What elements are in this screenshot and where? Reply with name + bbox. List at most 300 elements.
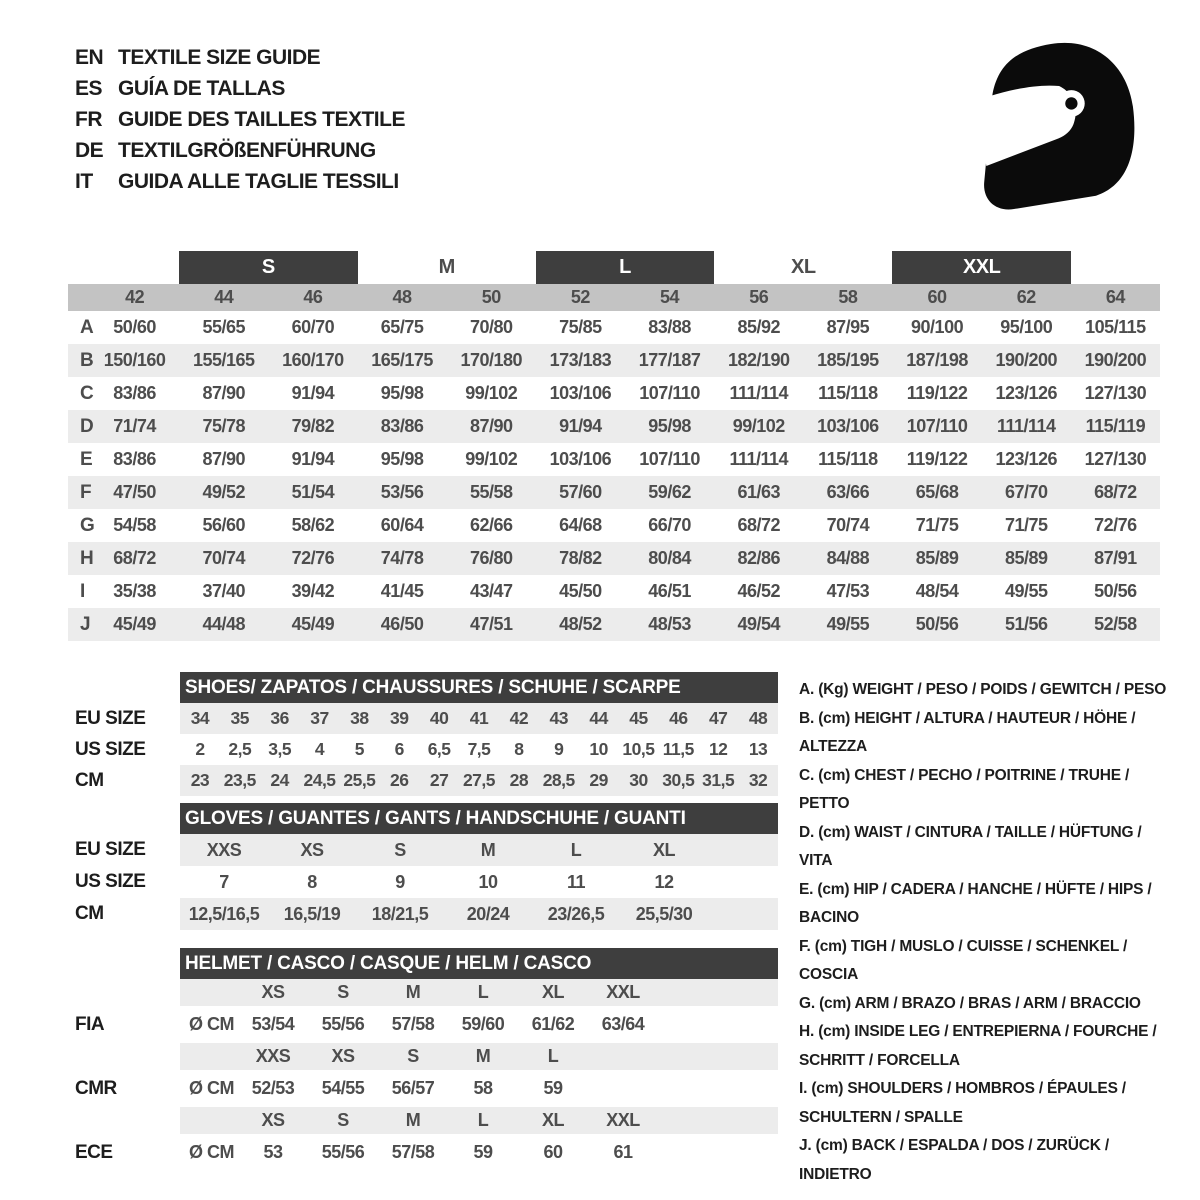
helmet-size-section [75,948,778,1171]
language-row [75,42,405,73]
size-value: 23,5 [223,770,256,790]
numeric-size-label: 60 [927,287,947,307]
shoes-size-table [180,672,778,796]
size-value: 57/58 [391,1014,435,1034]
helmet-standard-labels [75,948,180,1171]
language-code: FR [75,108,102,131]
language-title-list [75,42,405,197]
measurement-row-label: J [80,613,91,635]
language-code: ES [75,77,103,100]
size-value: 58 [473,1078,493,1098]
size-value: 63/66 [826,482,870,502]
legend-item: C. (cm) CHEST / PECHO / POITRINE / TRUHE / PETTO [799,766,1130,812]
size-value: 70/80 [469,317,513,337]
row-label-us-size: US SIZE [75,738,146,760]
size-value: 111/114 [729,383,789,403]
size-group-xxl: XXL [892,251,1070,284]
size-value: 87/90 [202,449,246,469]
measurement-row-label: G [80,514,95,536]
size-value: 37/40 [202,581,246,601]
size-value: 49/55 [826,614,870,634]
size-value: 87/91 [1094,548,1137,568]
measurement-row-i [68,575,1160,608]
size-value: 177/187 [638,350,701,370]
size-value: 26 [390,770,409,790]
size-value: 185/195 [817,350,879,370]
gloves-size-section [75,803,778,930]
size-value: 80/84 [648,548,691,568]
legend-item: H. (cm) INSIDE LEG / ENTREPIERNA / FOURCHE / SCHRITT / FORCELLA [799,1023,1157,1069]
size-value: 75/85 [559,317,602,337]
size-value: 67/70 [1004,482,1048,502]
size-value: 95/98 [380,383,424,403]
measurement-row-label: C [80,382,94,404]
size-value: 30,5 [662,770,695,790]
numeric-size-header-row [68,284,1160,311]
size-value: 35/38 [113,581,156,601]
size-value: 35 [230,708,250,728]
helmet-size-row-fia [180,979,778,1006]
size-group-l: L [536,251,714,284]
size-value: 60/70 [291,317,335,337]
shoes-row [180,765,778,796]
size-value: 115/119 [1085,416,1146,436]
size-group-m: M [438,256,455,278]
size-value: 65/68 [915,482,959,502]
guide-title: GUIDA ALLE TAGLIE TESSILI [118,170,399,193]
size-value: 57/58 [391,1142,435,1162]
size-value: 46 [669,708,688,728]
size-value: 71/75 [915,515,959,535]
prefix-spacer [180,1107,238,1134]
size-value: 72/76 [291,548,335,568]
size-value: 50/56 [915,614,959,634]
size-value: 119/122 [906,449,968,469]
size-value: 45/50 [559,581,602,601]
standard-label-ece: ECE [75,1141,113,1163]
size-value: 18/21,5 [371,903,429,924]
helmet-value-row-ece [180,1134,778,1171]
size-value: 58/62 [291,515,335,535]
size-value: 55/58 [469,482,513,502]
measurement-legend [799,676,1175,1189]
size-value: 32 [748,770,768,790]
measurement-row-h [68,542,1160,575]
legend-item: F. (cm) TIGH / MUSLO / CUISSE / SCHENKEL / COSCIA [799,937,1128,983]
size-value: 34 [190,708,210,728]
size-value: 63/64 [601,1014,645,1034]
helmet-size-label: XS [261,1110,285,1130]
prefix-spacer [180,1043,238,1070]
size-value: 87/90 [202,383,246,403]
size-value: 170/180 [460,350,523,370]
size-value: 39/42 [291,581,335,601]
size-value: 10 [589,739,608,759]
size-value: 3,5 [268,739,292,759]
size-value: 53 [263,1142,283,1162]
size-value: XXS [206,839,242,860]
size-value: 2 [195,739,205,759]
size-value: 29 [589,770,608,790]
size-value: 55/65 [202,317,246,337]
size-value: 55/56 [321,1142,365,1162]
size-value: 84/88 [826,548,870,568]
size-value: 59 [543,1078,563,1098]
shoes-row [180,734,778,765]
size-value: 150/160 [103,350,166,370]
size-value: 52/53 [251,1078,295,1098]
size-value: 12 [708,739,728,759]
language-row [75,135,405,166]
size-value: 107/110 [906,416,968,436]
size-value: 24 [270,770,289,790]
helmet-size-row-ece [180,1107,778,1134]
helmet-size-row-cmr [180,1043,778,1070]
numeric-size-label: 44 [214,287,234,307]
size-value: 99/102 [732,416,785,436]
size-value: 187/198 [906,350,968,370]
size-value: 4 [314,739,325,759]
size-value: 28,5 [542,770,575,790]
size-value: 107/110 [639,383,700,403]
size-value: 48/54 [915,581,959,601]
textile-size-table [68,251,1160,641]
size-value: 49/52 [202,482,246,502]
helmet-size-label: XXL [606,1110,640,1130]
size-value: 165/175 [371,350,433,370]
helmet-size-label: XL [541,982,564,1002]
numeric-size-label: 54 [660,287,680,307]
size-value: 45 [629,708,648,728]
size-value: 83/86 [380,416,424,436]
diameter-unit-label: Ø CM [189,1078,234,1098]
size-value: 8 [514,739,524,759]
language-row [75,104,405,135]
size-value: 47 [708,708,728,728]
helmet-size-label: XS [331,1046,355,1066]
language-row [75,73,405,104]
language-code: IT [75,170,93,193]
size-value: 103/106 [549,383,612,403]
helmet-size-table [180,948,778,1171]
size-value: 9 [554,739,564,759]
size-value: 10 [478,871,498,892]
numeric-size-label: 50 [481,287,501,307]
legend-item: J. (cm) BACK / ESPALDA / DOS / ZURÜCK / INDIETRO [799,1137,1109,1183]
gloves-row [180,866,778,898]
size-value: 12,5/16,5 [188,903,260,924]
row-label-us-size: US SIZE [75,871,146,892]
helmet-size-label: L [477,982,489,1002]
size-value: 7,5 [467,739,491,759]
size-value: 55/56 [321,1014,365,1034]
size-value: 25,5 [343,770,376,790]
measurement-row-label: E [80,448,93,470]
size-value: 61 [613,1142,633,1162]
size-value: 47/50 [113,482,156,502]
size-value: 95/98 [380,449,424,469]
guide-title: GUÍA DE TALLAS [118,77,285,100]
size-value: 155/165 [192,350,255,370]
size-value: S [394,839,406,860]
numeric-size-label: 48 [392,287,412,307]
helmet-size-label: S [337,982,349,1002]
helmet-size-label: XXL [606,982,640,1002]
size-value: 66/70 [648,515,691,535]
size-value: 79/82 [291,416,335,436]
size-value: 49/55 [1004,581,1048,601]
size-value: 173/183 [549,350,612,370]
size-value: 27 [429,770,449,790]
size-value: 54/58 [113,515,156,535]
size-value: 111/114 [729,449,789,469]
size-value: 45/49 [291,614,335,634]
size-value: 10,5 [622,739,655,759]
helmet-size-label: L [477,1110,489,1130]
legend-item: A. (Kg) WEIGHT / PESO / POIDS / GEWITCH / PESO [799,681,1167,698]
size-value: 2,5 [228,739,252,759]
size-value: 8 [307,871,317,892]
size-value: 71/74 [113,416,156,436]
size-value: 39 [390,708,409,728]
size-value: 7 [219,871,229,892]
size-value: 45/49 [113,614,156,634]
size-value: 59/60 [461,1014,505,1034]
size-value: 68/72 [737,515,781,535]
size-value: 99/102 [465,383,518,403]
size-value: 60 [543,1142,563,1162]
shoes-size-section [75,672,778,796]
size-value: 42 [509,708,529,728]
measurement-row-label: B [80,349,94,371]
size-value: 6 [394,739,404,759]
size-value: 123/126 [995,449,1058,469]
numeric-size-label: 62 [1016,287,1036,307]
standard-label-fia: FIA [75,1013,105,1035]
measurement-row-label: A [80,316,94,338]
size-value: 190/200 [1084,350,1147,370]
measurement-row-c [68,377,1160,410]
size-value: 53/54 [251,1014,295,1034]
size-value: 47/53 [826,581,870,601]
size-value: 43 [549,708,568,728]
size-value: 82/86 [737,548,781,568]
size-value: 25,5/30 [635,903,693,924]
size-group-xl: XL [791,256,816,278]
size-value: 52/58 [1094,614,1137,634]
measurement-row-label: D [80,415,94,437]
size-value: 9 [395,871,405,892]
size-value: 48/53 [648,614,691,634]
size-value: 105/115 [1085,317,1146,337]
guide-title: GUIDE DES TAILLES TEXTILE [118,108,405,131]
size-value: 72/76 [1094,515,1137,535]
size-value: 61/63 [737,482,781,502]
numeric-size-label: 46 [303,287,323,307]
size-value: 30 [629,770,648,790]
row-label-cm: CM [75,903,104,924]
spacer [75,1107,180,1134]
size-value: 71/75 [1004,515,1048,535]
diameter-unit-label: Ø CM [189,1142,234,1162]
size-value: 70/74 [202,548,246,568]
measurement-row-j [68,608,1160,641]
size-value: 36 [270,708,289,728]
language-code: EN [75,46,104,69]
row-label-eu-size: EU SIZE [75,839,146,860]
guide-title: TEXTILE SIZE GUIDE [118,46,321,69]
size-value: 74/78 [380,548,424,568]
spacer [75,948,180,1006]
legend-item: G. (cm) ARM / BRAZO / BRAS / ARM / BRACCIO [799,994,1141,1012]
spacer [75,672,180,703]
size-value: 75/78 [202,416,246,436]
size-value: 23 [190,770,210,790]
size-group-spacer [1071,251,1160,284]
size-value: 87/90 [469,416,513,436]
size-value: 11,5 [662,739,694,759]
size-value: 119/122 [906,383,968,403]
size-value: 190/200 [995,350,1058,370]
size-value: 60/64 [380,515,424,535]
size-group-spacer [68,251,179,284]
guide-title: TEXTILGRÖßENFÜHRUNG [118,139,376,162]
size-value: 27,5 [462,770,496,790]
size-value: 64/68 [559,515,602,535]
size-value: 24,5 [303,770,336,790]
section-title-shoes: SHOES/ ZAPATOS / CHAUSSURES / SCHUHE / SCARPE [180,672,778,703]
size-value: 123/126 [995,383,1058,403]
helmet-size-label: L [547,1046,559,1066]
measurement-row-e [68,443,1160,476]
size-value: 107/110 [639,449,700,469]
section-title-helmet: HELMET / CASCO / CASQUE / HELM / CASCO [180,948,778,979]
measurement-row-label: H [80,547,94,569]
size-value: 85/89 [1004,548,1048,568]
helmet-size-label: M [475,1046,491,1066]
size-value: 38 [350,708,369,728]
size-value: 83/88 [648,317,691,337]
size-value: 62/66 [469,515,513,535]
legend-item: D. (cm) WAIST / CINTURA / TAILLE / HÜFTUNG / VITA [799,823,1142,869]
measurement-row-d [68,410,1160,443]
row-label-cm: CM [75,769,104,791]
size-value: 50/56 [1094,581,1137,601]
gloves-row [180,898,778,930]
size-value: 16,5/19 [283,903,341,924]
size-value: 68/72 [1094,482,1137,502]
gloves-size-table [180,803,778,930]
size-value: 46/50 [380,614,424,634]
row-label-eu-size: EU SIZE [75,707,146,729]
size-value: 65/75 [380,317,424,337]
size-value: 95/100 [1000,317,1053,337]
size-value: 91/94 [291,383,335,403]
size-value: 41/45 [380,581,424,601]
size-value: 87/95 [826,317,870,337]
size-value: 83/86 [113,449,156,469]
helmet-size-label: S [337,1110,349,1130]
size-value: 5 [354,739,364,759]
size-value: 20/24 [466,903,510,924]
size-value: 44 [589,708,608,728]
spacer [75,1043,180,1070]
language-row [75,166,405,197]
gloves-row-labels [75,803,180,930]
size-value: 11 [566,871,586,892]
size-value: 48/52 [559,614,602,634]
size-value: 31,5 [702,770,735,790]
size-value: 99/102 [465,449,518,469]
standard-label-cmr: CMR [75,1077,117,1099]
size-value: 43/47 [469,581,513,601]
legend-item: B. (cm) HEIGHT / ALTURA / HAUTEUR / HÖHE / ALTEZZA [799,709,1136,755]
size-value: 115/118 [818,383,878,403]
size-value: 54/55 [321,1078,365,1098]
size-value: 127/130 [1084,383,1147,403]
numeric-size-label: 52 [570,287,590,307]
spacer [75,803,180,834]
size-group-s: S [179,251,357,284]
size-value: 49/54 [737,614,781,634]
numeric-size-label: 42 [125,287,145,307]
numeric-size-label: 56 [749,287,769,307]
size-value: 111/114 [996,416,1056,436]
racing-helmet-icon [973,38,1137,214]
size-value: 44/48 [202,614,246,634]
measurement-row-a [68,311,1160,344]
helmet-value-row-cmr [180,1070,778,1107]
size-value: 47/51 [469,614,513,634]
size-value: 68/72 [113,548,156,568]
size-value: 46/52 [737,581,781,601]
size-value: 28 [509,770,529,790]
language-code: DE [75,139,104,162]
prefix-spacer [180,979,238,1006]
size-value: 53/56 [380,482,424,502]
legend-item: E. (cm) HIP / CADERA / HANCHE / HÜFTE / HIPS / BACINO [799,880,1152,926]
size-value: 40 [429,708,449,728]
row-label-spacer [68,284,90,311]
size-value: 51/54 [291,482,335,502]
measurement-row-label: I [80,580,86,602]
size-value: 56/57 [391,1078,435,1098]
size-value: 85/89 [915,548,959,568]
size-value: 127/130 [1084,449,1147,469]
size-value: L [570,839,582,860]
size-value: 103/106 [817,416,879,436]
size-value: 12 [654,871,674,892]
size-value: 115/118 [818,449,878,469]
helmet-size-label: M [405,982,421,1002]
section-title-gloves: GLOVES / GUANTES / GANTS / HANDSCHUHE / GUANTI [180,803,778,834]
size-value: 91/94 [559,416,602,436]
measurement-row-label: F [80,481,92,503]
size-value: 51/56 [1004,614,1048,634]
size-value: 13 [748,739,768,759]
size-value: 91/94 [291,449,335,469]
measurement-row-f [68,476,1160,509]
size-value: 59/62 [648,482,691,502]
measurement-row-b [68,344,1160,377]
size-value: 37 [310,708,329,728]
legend-item: I. (cm) SHOULDERS / HOMBROS / ÉPAULES / SCHULTERN / SPALLE [799,1080,1126,1126]
helmet-size-label: XS [261,982,285,1002]
size-value: 78/82 [559,548,602,568]
helmet-size-label: S [407,1046,419,1066]
size-value: 59 [473,1142,493,1162]
size-value: M [480,839,496,860]
